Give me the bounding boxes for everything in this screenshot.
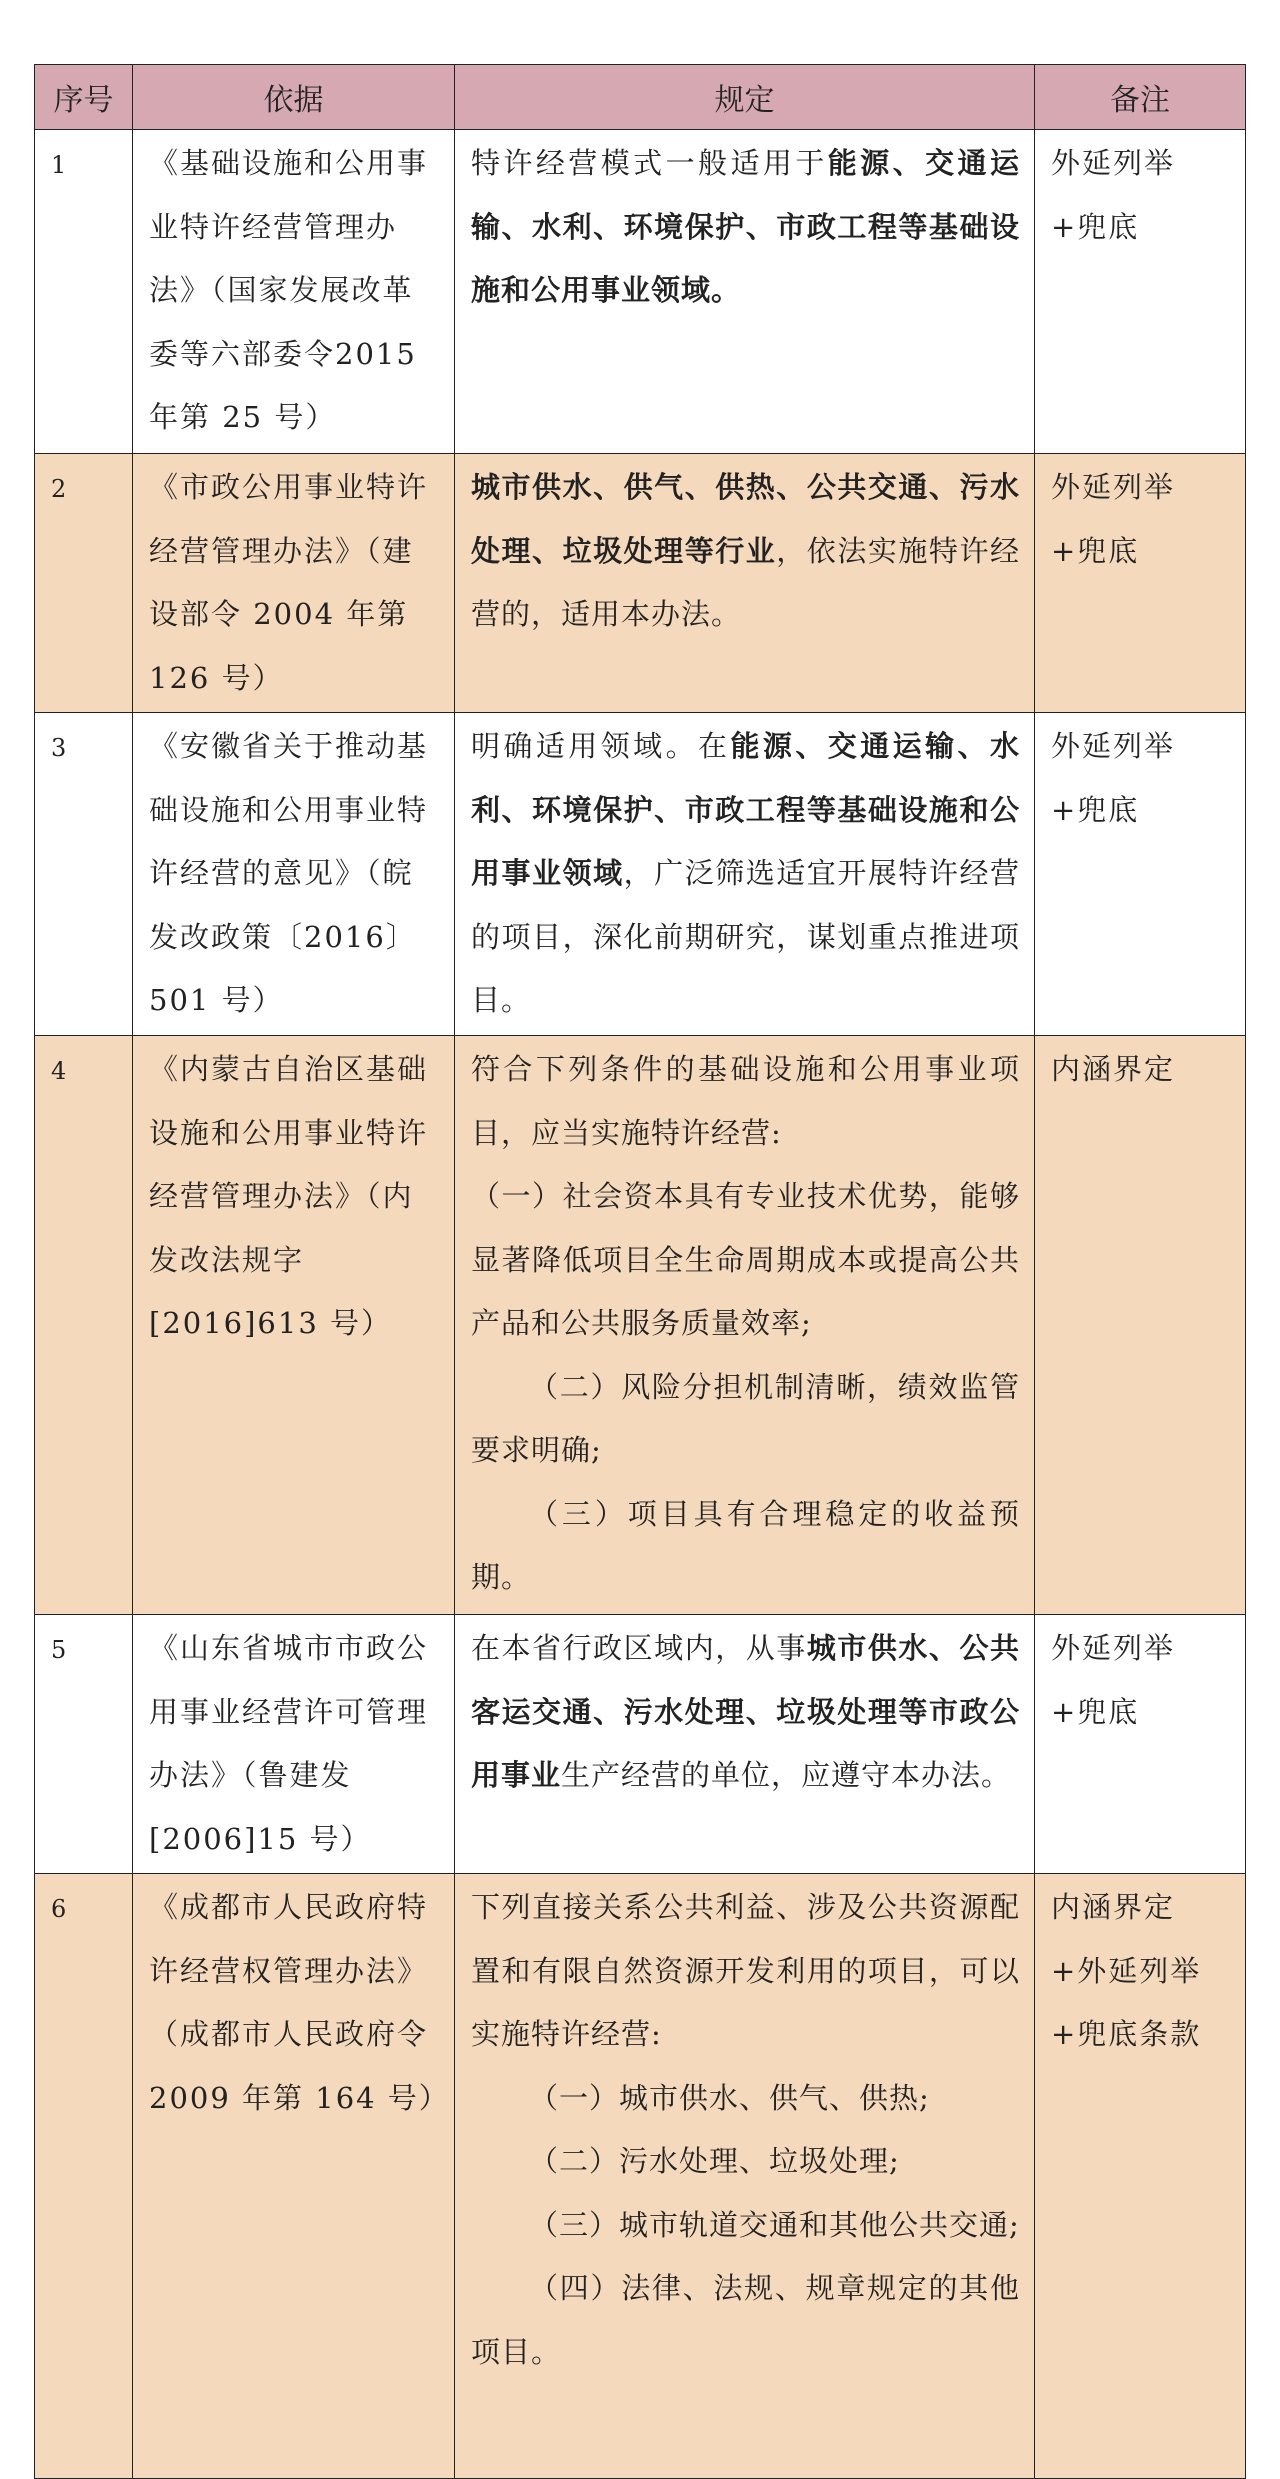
row-number: 1 (35, 130, 133, 454)
regulation-table (34, 64, 1246, 2479)
row-basis: 《内蒙古自治区基础设施和公用事业特许经营管理办法》（内发改法规字[2016]613 号） (133, 1036, 455, 1615)
rule-item: （一）城市供水、供气、供热; (529, 2080, 930, 2115)
row-rule (455, 130, 1035, 454)
rule-item: （二）污水处理、垃圾处理; (529, 2144, 900, 2178)
table-row (35, 1874, 1246, 2479)
row-number: 3 (35, 713, 133, 1036)
row-basis: 《基础设施和公用事业特许经营管理办法》（国家发展改革委等六部委令2015 年第 25 号） (133, 130, 455, 454)
row-rule (455, 713, 1035, 1036)
row-basis: 《成都市人民政府特许经营权管理办法》（成都市人民政府令 2009 年第 164 号） (133, 1874, 455, 2479)
row-rule (455, 454, 1035, 713)
rule-intro: 符合下列条件的基础设施和公用事业项目，应当实施特许经营: (471, 1052, 1020, 1150)
rule-bold-text: 能源、交通运输、水利、环境保护、市政工程等基础设施和公用事业领域。 (471, 146, 1020, 307)
rule-text: ，依法实施特许经营的，适用本办法。 (471, 533, 1020, 631)
row-note: 内涵界定+外延列举+兜底条款 (1035, 1874, 1246, 2479)
header-basis: 依据 (133, 65, 455, 130)
rule-item: （二）风险分担机制清晰，绩效监管要求明确; (471, 1369, 1020, 1467)
rule-item: （三）项目具有合理稳定的收益预期。 (471, 1496, 1020, 1594)
table-row (35, 1036, 1246, 1615)
row-rule (455, 1874, 1035, 2479)
rule-text: 特许经营模式一般适用于 (471, 146, 828, 180)
row-number: 4 (35, 1036, 133, 1615)
row-basis: 《市政公用事业特许经营管理办法》（建设部令 2004 年第 126 号） (133, 454, 455, 713)
row-rule (455, 1036, 1035, 1615)
rule-item: （四）法律、法规、规章规定的其他项目。 (471, 2271, 1020, 2369)
header-rule: 规定 (455, 65, 1035, 130)
row-number: 6 (35, 1874, 133, 2479)
rule-bold-text: 城市供水、供气、供热、公共交通、污水处理、垃圾处理等行业 (471, 470, 1020, 568)
row-rule (455, 1615, 1035, 1874)
row-number: 2 (35, 454, 133, 713)
row-note: 内涵界定 (1035, 1036, 1246, 1615)
row-number: 5 (35, 1615, 133, 1874)
table-row (35, 1615, 1246, 1874)
row-basis: 《安徽省关于推动基础设施和公用事业特许经营的意见》（皖发改政策〔2016〕501 号） (133, 713, 455, 1036)
row-note: 外延列举+兜底 (1035, 1615, 1246, 1874)
table-row (35, 130, 1246, 454)
rule-text: 在本省行政区域内，从事 (471, 1631, 807, 1665)
table-body (35, 130, 1246, 2479)
rule-item: （一）社会资本具有专业技术优势，能够显著降低项目全生命周期成本或提高公共产品和公共服务质量效率; (471, 1179, 1020, 1340)
table-row (35, 713, 1246, 1036)
rule-intro: 下列直接关系公共利益、涉及公共资源配置和有限自然资源开发利用的项目，可以实施特许经营: (471, 1890, 1020, 2051)
rule-bold-text: 能源、交通运输、水利、环境保护、市政工程等基础设施和公用事业领域 (471, 729, 1020, 890)
table-header (35, 65, 1246, 130)
row-note: 外延列举+兜底 (1035, 713, 1246, 1036)
rule-text: ，广泛筛选适宜开展特许经营的项目，深化前期研究，谋划重点推进项目。 (471, 856, 1020, 1017)
header-row (35, 65, 1246, 130)
header-note: 备注 (1035, 65, 1246, 130)
row-basis: 《山东省城市市政公用事业经营许可管理办法》（鲁建发[2006]15 号） (133, 1615, 455, 1874)
table-row (35, 454, 1246, 713)
row-note: 外延列举+兜底 (1035, 130, 1246, 454)
rule-bold-text: 城市供水、公共客运交通、污水处理、垃圾处理等市政公用事业 (471, 1631, 1020, 1792)
row-note: 外延列举+兜底 (1035, 454, 1246, 713)
rule-text: 明确适用领域。在 (471, 729, 731, 763)
rule-item: （三）城市轨道交通和其他公共交通; (529, 2207, 1020, 2242)
header-no: 序号 (35, 65, 133, 130)
rule-text: 生产经营的单位，应遵守本办法。 (561, 1758, 1012, 1792)
